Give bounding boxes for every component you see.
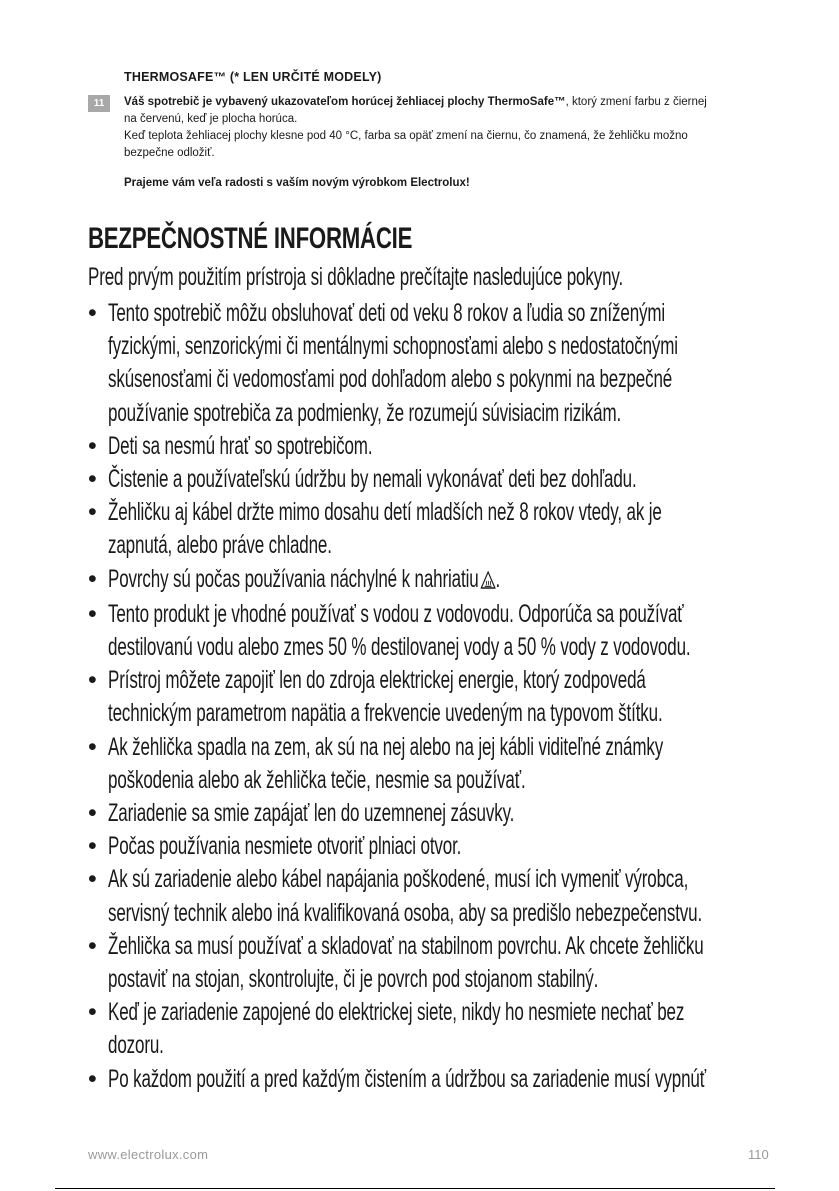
safety-item-text: fyzickými, senzorickými či mentálnymi schopnosťami alebo s nedostatočnými (108, 332, 678, 361)
safety-item-text: Žehlička sa musí používať a skladovať na stabilnom povrchu. Ak chcete žehličku (108, 931, 704, 960)
safety-item-text: postaviť na stojan, skontrolujte, či je povrch pod stojanom stabilný. (108, 965, 599, 994)
safety-item-text: Tento spotrebič môžu obsluhovať deti od veku 8 rokov a ľudia so zníženými (108, 299, 666, 327)
safety-item (88, 496, 788, 562)
bullet-marker: • (88, 666, 97, 695)
safety-item-line (108, 330, 678, 363)
safety-item-text: Čistenie a používateľskú údržbu by nemali vykonávať deti bez dohľadu. (108, 465, 637, 494)
safety-item-text: destilovanú vodu alebo zmes 50 % destilovanej vody a 50 % vody z vodovodu. (108, 633, 691, 662)
step-number-badge: 11 (88, 95, 110, 112)
safety-item-line (108, 830, 570, 863)
safety-section-title: BEZPEČNOSTNÉ INFORMÁCIE (88, 222, 413, 255)
footer-divider (55, 1188, 775, 1189)
bullet-marker: • (88, 564, 97, 593)
safety-item (88, 563, 788, 598)
thermosafe-line-4: bezpečne odložiť. (124, 147, 215, 159)
bullet-marker: • (88, 465, 97, 494)
safety-item-line (108, 397, 622, 430)
safety-item-text: poškodenia alebo ak žehlička tečie, nesmie sa používať. (108, 765, 526, 794)
safety-item-text: Prístroj môžete zapojiť len do zdroja elektrickej energie, ktorý zodpovedá (108, 666, 646, 695)
safety-item-line (108, 664, 646, 697)
safety-item (88, 731, 788, 797)
safety-item-line (108, 797, 570, 830)
thermosafe-line-1-bold: Váš spotrebič je vybavený ukazovateľom horúcej žehliacej plochy ThermoSafe™ (124, 96, 566, 108)
thermosafe-description (124, 94, 784, 162)
safety-item-line (108, 598, 684, 631)
safety-item-text: technickým parametrom napätia a frekvencie uvedeným na typovom štítku. (108, 699, 663, 728)
safety-item-line (108, 563, 570, 598)
hot-surface-warning-icon (481, 565, 496, 598)
safety-item-line (108, 996, 685, 1029)
bullet-marker: • (88, 498, 97, 527)
thermosafe-heading: THERMOSAFE™ (* LEN URČITÉ MODELY) (124, 70, 382, 84)
thermosafe-line-2: na červenú, keď je plocha horúca. (124, 113, 298, 125)
safety-item-line (108, 1063, 706, 1096)
safety-item-line (108, 529, 570, 562)
safety-item-text: zapnutá, alebo práve chladne. (108, 531, 332, 560)
footer-website: www.electrolux.com (88, 1147, 209, 1162)
safety-item-text: Žehličku aj kábel držte mimo dosahu detí mladších než 8 rokov vtedy, ak je (108, 498, 662, 527)
safety-item-line (108, 963, 599, 996)
safety-item-line (108, 430, 570, 463)
congratulations-text: Prajeme vám veľa radosti s vaším novým výrobkom Electrolux! (124, 177, 470, 189)
safety-item-line (108, 463, 637, 496)
safety-item-line (108, 863, 689, 896)
safety-item (88, 797, 788, 830)
bullet-marker: • (88, 732, 97, 761)
safety-item-text: Ak žehlička spadla na zem, ak sú na nej alebo na jej kábli viditeľné známky (108, 732, 664, 761)
safety-item-text: dozoru. (108, 1031, 164, 1060)
safety-item-text: skúsenosťami či vedomosťami pod dohľadom alebo s pokynmi na bezpečné (108, 365, 673, 394)
hot-surface-period: . (495, 564, 501, 593)
thermosafe-line-1-rest: , ktorý zmení farbu z čiernej (565, 96, 707, 108)
safety-item-line (108, 1029, 570, 1062)
safety-item-text: Ak sú zariadenie alebo kábel napájania poškodené, musí ich vymeniť výrobca, (108, 865, 689, 894)
safety-item-text: Po každom použití a pred každým čistením a údržbou sa zariadenie musí vypnúť (108, 1064, 706, 1093)
safety-intro: Pred prvým použitím prístroja si dôkladne prečítajte nasledujúce pokyny. (88, 263, 624, 291)
safety-item (88, 430, 788, 463)
thermosafe-line-1 (124, 94, 784, 111)
safety-item-line (108, 697, 663, 730)
bullet-marker: • (88, 431, 97, 460)
safety-item-line (108, 496, 662, 529)
bullet-marker: • (88, 1064, 97, 1093)
safety-item-line (108, 363, 673, 396)
safety-item-line (108, 631, 691, 664)
safety-item-text: servisný technik alebo iná kvalifikovaná osoba, aby sa predišlo nebezpečenstvu. (108, 898, 703, 927)
safety-item-text: Zariadenie sa smie zapájať len do uzemnenej zásuvky. (108, 799, 515, 828)
safety-item-line (108, 764, 570, 797)
safety-item (88, 1063, 788, 1096)
bullet-marker: • (88, 299, 97, 327)
safety-item-text: používanie spotrebiča za podmienky, že rozumejú súvisiacim rizikám. (108, 398, 622, 427)
bullet-marker: • (88, 865, 97, 894)
bullet-marker: • (88, 599, 97, 628)
safety-item-text: Deti sa nesmú hrať so spotrebičom. (108, 431, 373, 460)
safety-item (88, 463, 788, 496)
safety-item (88, 996, 788, 1062)
safety-item-text: Počas používania nesmiete otvoriť plniaci otvor. (108, 832, 462, 861)
safety-item (88, 297, 788, 430)
safety-item-text: Keď je zariadenie zapojené do elektrickej siete, nikdy ho nesmiete nechať bez (108, 998, 685, 1027)
bullet-marker: • (88, 998, 97, 1027)
safety-item-line (108, 731, 664, 764)
bullet-marker: • (88, 832, 97, 861)
safety-item (88, 863, 788, 929)
safety-item-line (108, 930, 704, 963)
safety-item (88, 598, 788, 664)
safety-item-line (108, 297, 666, 330)
safety-item-text: Povrchy sú počas používania náchylné k nahriatiu (108, 564, 479, 593)
safety-item (88, 830, 788, 863)
page-number: 110 (748, 1147, 769, 1162)
safety-item (88, 930, 788, 996)
bullet-marker: • (88, 931, 97, 960)
safety-item-line (108, 897, 703, 930)
bullet-marker: • (88, 799, 97, 828)
safety-item-text: Tento produkt je vhodné používať s vodou z vodovodu. Odporúča sa používať (108, 599, 684, 628)
thermosafe-line-3: Keď teplota žehliacej plochy klesne pod 40 °C, farba sa opäť zmení na čiernu, čo znamená, že žehličku možno (124, 130, 688, 142)
safety-instructions-list (88, 297, 788, 1096)
safety-item (88, 664, 788, 730)
